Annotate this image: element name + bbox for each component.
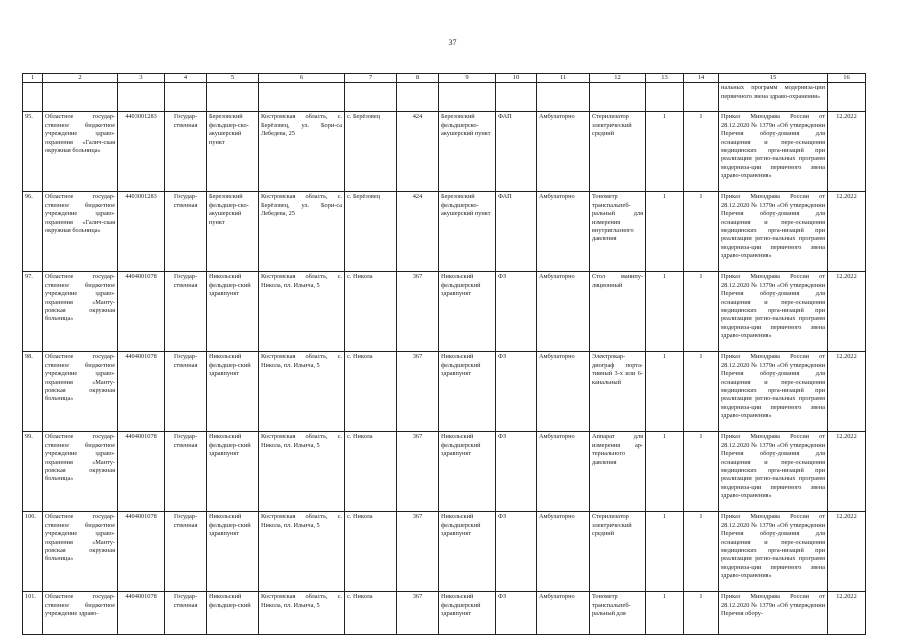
column-number: 13 (646, 74, 684, 83)
ownership-form: Государ-ственная (165, 352, 207, 432)
table-row (23, 592, 866, 635)
equipment-name: Тонометр транспальпеб-ральный для измерения внутриглазного давления (590, 192, 646, 272)
care-conditions: Амбулаторно (537, 432, 590, 512)
inn-code: 4404001078 (118, 352, 165, 432)
equipment-name: Стерилизатор электрический средний (590, 112, 646, 192)
structural-unit: Березовский фельдшер-ско-акушерский пункт (207, 112, 259, 192)
structural-unit: Березовский фельдшер-ско-акушерский пункт (207, 192, 259, 272)
unit-address: Костромская область, с. Никола, пл. Ильича, 5 (259, 352, 345, 432)
legal-basis: Приказ Минздрава России от 28.12.2020 № 1379н «Об утверждении Перечня обору-дования для оснащения и пере-оснащения медицинских орга-низаций при реализации регио-нальных программ модерниза-ции первичного звена здраво-охранения» (719, 432, 828, 512)
equipment-name: Стерилизатор электрический средний (590, 512, 646, 592)
quantity-needed: 1 (646, 272, 684, 352)
care-conditions: Амбулаторно (537, 592, 590, 635)
quantity-planned: 1 (684, 192, 719, 272)
inn-code: 4404001078 (118, 512, 165, 592)
row-number: 98. (23, 352, 43, 432)
organization-name: Областное государ-ственное бюджетное учреждение здраво-охранения «Галич-ская окружная больница» (43, 192, 118, 272)
column-number: 3 (118, 74, 165, 83)
facility-name: Никольский фельдшерский здравпункт (439, 512, 496, 592)
care-conditions: Амбулаторно (537, 112, 590, 192)
quantity-needed: 1 (646, 592, 684, 635)
column-number: 16 (828, 74, 866, 83)
column-number: 1 (23, 74, 43, 83)
column-number: 7 (345, 74, 397, 83)
population: 367 (397, 352, 439, 432)
quantity-planned: 1 (684, 112, 719, 192)
ownership-form: Государ-ственная (165, 432, 207, 512)
table-row (23, 352, 866, 432)
column-number: 6 (259, 74, 345, 83)
row-number: 100. (23, 512, 43, 592)
carry-over-text: нальных программ модерниза-ции первичного звена здраво-охранения» (719, 83, 828, 112)
column-number: 4 (165, 74, 207, 83)
delivery-date: 12.2022 (828, 352, 866, 432)
organization-name: Областное государ-ственное бюджетное учреждение здраво-охранения «Галич-ская окружная больница» (43, 112, 118, 192)
column-number: 11 (537, 74, 590, 83)
row-number: 95. (23, 112, 43, 192)
row-number: 96. (23, 192, 43, 272)
quantity-planned: 1 (684, 592, 719, 635)
facility-type: ФАП (496, 112, 537, 192)
equipment-name: Аппарат для измерения ар-териального давления (590, 432, 646, 512)
care-conditions: Амбулаторно (537, 192, 590, 272)
locality: с. Никола (345, 592, 397, 635)
organization-name: Областное государ-ственное бюджетное учреждение здраво-охранения «Манту-ровская окружная больница» (43, 512, 118, 592)
quantity-needed: 1 (646, 192, 684, 272)
structural-unit: Никольский фельдшер-ский здравпункт (207, 272, 259, 352)
facility-name: Березовский фельдшерско-акушерский пункт (439, 112, 496, 192)
column-number: 2 (43, 74, 118, 83)
legal-basis: Приказ Минздрава России от 28.12.2020 № 1379н «Об утверждении Перечня обору-дования для оснащения и пере-оснащения медицинских орга-низаций при реализации регио-нальных программ модерниза-ции первичного звена здраво-охранения» (719, 192, 828, 272)
locality: с. Никола (345, 432, 397, 512)
inn-code: 4403001283 (118, 112, 165, 192)
care-conditions: Амбулаторно (537, 512, 590, 592)
legal-basis: Приказ Минздрава России от 28.12.2020 № 1379н «Об утверждении Перечня обору-дования для оснащения и пере-оснащения медицинских орга-низаций при реализации регио-нальных программ модерниза-ции первичного звена здраво-охранения» (719, 272, 828, 352)
locality: с. Никола (345, 352, 397, 432)
inn-code: 4404001078 (118, 592, 165, 635)
ownership-form: Государ-ственная (165, 592, 207, 635)
quantity-needed: 1 (646, 112, 684, 192)
column-number: 8 (397, 74, 439, 83)
facility-name: Никольский фельдшерский здравпункт (439, 432, 496, 512)
quantity-planned: 1 (684, 432, 719, 512)
unit-address: Костромская область, с. Никола, пл. Ильича, 5 (259, 512, 345, 592)
table-row (23, 112, 866, 192)
population: 367 (397, 592, 439, 635)
ownership-form: Государ-ственная (165, 272, 207, 352)
quantity-planned: 1 (684, 352, 719, 432)
delivery-date: 12.2022 (828, 272, 866, 352)
table-row (23, 272, 866, 352)
facility-name: Никольский фельдшерский здравпункт (439, 272, 496, 352)
page-number: 37 (448, 38, 457, 47)
locality: с. Никола (345, 272, 397, 352)
population: 367 (397, 432, 439, 512)
table-row (23, 192, 866, 272)
unit-address: Костромская область, с. Никола, пл. Ильича, 5 (259, 592, 345, 635)
delivery-date: 12.2022 (828, 512, 866, 592)
care-conditions: Амбулаторно (537, 352, 590, 432)
structural-unit: Никольский фельдшер-ский (207, 592, 259, 635)
facility-name: Никольский фельдшерский здравпункт (439, 352, 496, 432)
equipment-register-table (22, 73, 866, 635)
locality: с. Берёзовец (345, 112, 397, 192)
delivery-date: 12.2022 (828, 592, 866, 635)
legal-basis: Приказ Минздрава России от 28.12.2020 № 1379н «Об утверждении Перечня обору-дования для оснащения и пере-оснащения медицинских орга-низаций при реализации регио-нальных программ модерниза-ции первичного звена здраво-охранения» (719, 352, 828, 432)
locality: с. Берёзовец (345, 192, 397, 272)
column-number-row (23, 74, 866, 83)
row-number: 101. (23, 592, 43, 635)
delivery-date: 12.2022 (828, 432, 866, 512)
facility-name: Березовский фельдшерско-акушерский пункт (439, 192, 496, 272)
structural-unit: Никольский фельдшер-ский здравпункт (207, 352, 259, 432)
table-row (23, 432, 866, 512)
structural-unit: Никольский фельдшер-ский здравпункт (207, 432, 259, 512)
column-number: 10 (496, 74, 537, 83)
column-number: 9 (439, 74, 496, 83)
delivery-date: 12.2022 (828, 112, 866, 192)
ownership-form: Государ-ственная (165, 112, 207, 192)
structural-unit: Никольский фельдшер-ский здравпункт (207, 512, 259, 592)
equipment-name: Стол манипу-ляционный (590, 272, 646, 352)
column-number: 14 (684, 74, 719, 83)
organization-name: Областное государ-ственное бюджетное учреждение здраво- (43, 592, 118, 635)
equipment-name: Тонометр транспальпеб-ральный для (590, 592, 646, 635)
column-number: 12 (590, 74, 646, 83)
population: 424 (397, 192, 439, 272)
unit-address: Костромская область, с. Никола, пл. Ильича, 5 (259, 432, 345, 512)
ownership-form: Государ-ственная (165, 192, 207, 272)
legal-basis: Приказ Минздрава России от 28.12.2020 № 1379н «Об утверждении Перечня обору-дования для оснащения и пере-оснащения медицинских орга-низаций при реализации регио-нальных программ модерниза-ции первичного звена здраво-охранения» (719, 112, 828, 192)
organization-name: Областное государ-ственное бюджетное учреждение здраво-охранения «Манту-ровская окружная больница» (43, 352, 118, 432)
population: 424 (397, 112, 439, 192)
facility-type: ФЗ (496, 272, 537, 352)
column-number: 15 (719, 74, 828, 83)
row-number: 97. (23, 272, 43, 352)
inn-code: 4403001283 (118, 192, 165, 272)
carry-over-row (23, 83, 866, 112)
facility-type: ФАП (496, 192, 537, 272)
equipment-name: Электрокар-диограф порта-тивный 3-х или 6-канальный (590, 352, 646, 432)
legal-basis: Приказ Минздрава России от 28.12.2020 № 1379н «Об утверждении Перечня обору- (719, 592, 828, 635)
unit-address: Костромская область, с. Берёзовец, ул. Бори-са Лебедева, 25 (259, 112, 345, 192)
facility-type: ФЗ (496, 352, 537, 432)
quantity-planned: 1 (684, 512, 719, 592)
organization-name: Областное государ-ственное бюджетное учреждение здраво-охранения «Манту-ровская окружная больница» (43, 272, 118, 352)
population: 367 (397, 512, 439, 592)
quantity-needed: 1 (646, 432, 684, 512)
table-row (23, 512, 866, 592)
ownership-form: Государ-ственная (165, 512, 207, 592)
delivery-date: 12.2022 (828, 192, 866, 272)
facility-type: ФЗ (496, 432, 537, 512)
quantity-planned: 1 (684, 272, 719, 352)
legal-basis: Приказ Минздрава России от 28.12.2020 № 1379н «Об утверждении Перечня обору-дования для оснащения и пере-оснащения медицинских орга-низаций при реализации регио-нальных программ модерниза-ции первичного звена здраво-охранения» (719, 512, 828, 592)
column-number: 5 (207, 74, 259, 83)
unit-address: Костромская область, с. Никола, пл. Ильича, 5 (259, 272, 345, 352)
locality: с. Никола (345, 512, 397, 592)
facility-name: Никольский фельдшерский здравпункт (439, 592, 496, 635)
facility-type: ФЗ (496, 592, 537, 635)
care-conditions: Амбулаторно (537, 272, 590, 352)
quantity-needed: 1 (646, 512, 684, 592)
inn-code: 4404001078 (118, 432, 165, 512)
organization-name: Областное государ-ственное бюджетное учреждение здраво-охранения «Манту-ровская окружная больница» (43, 432, 118, 512)
unit-address: Костромская область, с. Берёзовец, ул. Бори-са Лебедева, 25 (259, 192, 345, 272)
quantity-needed: 1 (646, 352, 684, 432)
population: 367 (397, 272, 439, 352)
inn-code: 4404001078 (118, 272, 165, 352)
row-number: 99. (23, 432, 43, 512)
facility-type: ФЗ (496, 512, 537, 592)
